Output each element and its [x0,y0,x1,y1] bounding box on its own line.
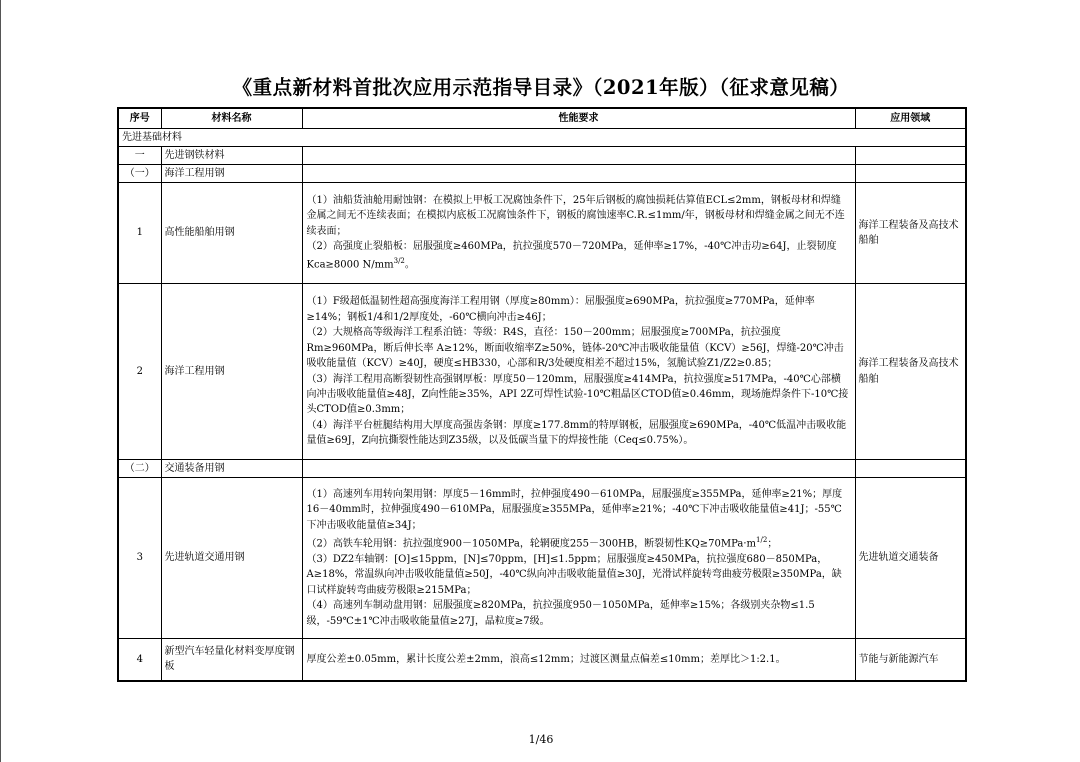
header-requirements: 性能要求 [302,108,855,129]
subgroup-row [118,165,966,183]
row-name: 先进轨道交通用钢 [161,478,302,639]
row-no: 1 [118,183,161,284]
table-row [118,639,966,681]
row-name: 新型汽车轻量化材料变厚度钢板 [161,639,302,681]
requirement-item: （4）海洋平台桩腿结构用大厚度高强齿条钢：厚度≥177.8mm的特厚钢板，屈服强度≥690MPa，-40℃低温冲击吸收能量值≥69J，Z向抗撕裂性能达到Z35级，以及低碳当量下的焊接性能（Ceq≤0.75%）。 [306,419,847,447]
page-number: 1/46 [528,733,554,746]
header-no: 序号 [118,108,161,129]
row-field: 节能与新能源汽车 [855,639,966,681]
row-field: 先进轨道交通装备 [855,478,966,639]
requirement-item: （3）DZ2车轴钢：[O]≤15ppm，[N]≤70ppm，[H]≤1.5ppm；屈服强度≥450MPa，抗拉强度680－850MPa，A≥18%，常温纵向冲击吸收能量值≥50J，-40℃纵向冲击吸收能量值≥30J，光滑试样旋转弯曲疲劳极限≥350MPa，缺口试样旋转弯曲疲劳极限≥215MPa； [306,553,842,596]
row-no: 2 [118,284,161,460]
requirement-item: （2）高强度止裂船板：屈服强度≥460MPa，抗拉强度570－720MPa，延伸率≥17%，-40℃冲击功≥64J，止裂韧度Kca≥8000 $N/mm^{3/2}$。 [306,241,837,271]
category-label: 先进基础材料 [118,129,966,147]
table-row [118,183,966,284]
subgroup-no: （一） [118,165,161,183]
category-row [118,129,966,147]
row-requirements [302,478,855,639]
requirement-item: （1）油船货油舱用耐蚀钢：在模拟上甲板工况腐蚀条件下，25年后钢板的腐蚀损耗估算值ECL≤2mm，钢板母材和焊缝金属之间无不连续表面；在模拟内底板工况腐蚀条件下，钢板的腐蚀速率C.R.≤1mm/年，钢板母材和焊缝金属之间无不连续表面； [306,194,845,237]
group-name: 先进钢铁材料 [161,147,302,165]
subgroup-row [118,460,966,478]
table-row [118,478,966,639]
requirement-item: 厚度公差±0.05mm，累计长度公差±2mm，浪高≤12mm；过渡区测量点偏差≤10mm；差厚比＞1:2.1。 [306,653,786,665]
group-row [118,147,966,165]
row-requirements [302,639,855,681]
subgroup-name: 交通装备用钢 [161,460,302,478]
requirement-item: （2）高铁车轮用钢：抗拉强度900－1050MPa，轮辋硬度255－300HB，断裂韧性$KQ\ge 70MPa\cdot m^{1/2}$； [306,536,778,550]
requirement-item: （2）大规格高等级海洋工程系泊链：等级：R4S，直径：150－200mm；屈服强度≥700MPa，抗拉强度 Rm≥960MPa，断后伸长率 A≥12%，断面收缩率Z≥50%，链体-20℃冲击吸收能量值（KCV）≥56J，焊缝-20℃冲击吸收能量值（KCV）≥40J，硬度≤HB330，心部和R/3处硬度相差不超过15%，氢脆试验Z1/Z2≥0.85； [306,327,844,370]
header-name: 材料名称 [161,108,302,129]
subgroup-no: （二） [118,460,161,478]
row-requirements [302,284,855,460]
requirement-item: （4）高速列车制动盘用钢：屈服强度≥820MPa，抗拉强度950－1050MPa，延伸率≥15%；各级别夹杂物≤1.5级，-59℃±1℃冲击吸收能量值≥27J，晶粒度≥7级。 [306,600,815,627]
table-row [118,284,966,460]
row-field: 海洋工程装备及高技术船舶 [855,183,966,284]
row-no: 4 [118,639,161,681]
row-no: 3 [118,478,161,639]
subgroup-name: 海洋工程用钢 [161,165,302,183]
document-title: 《重点新材料首批次应用示范指导目录》（2021年版）（征求意见稿） [232,76,850,99]
header-row [118,108,966,129]
row-field: 海洋工程装备及高技术船舶 [855,284,966,460]
requirement-item: （1）F级超低温韧性超高强度海洋工程用钢（厚度≥80mm）：屈服强度≥690MPa，抗拉强度≥770MPa，延伸率≥14%；钢板1/4和1/2厚度处，-60℃横向冲击≥46J； [306,296,815,323]
materials-table [117,107,967,682]
group-no: 一 [118,147,161,165]
requirement-item: （1）高速列车用转向架用钢：厚度5－16mm时，拉伸强度490－610MPa，屈服强度≥355MPa，延伸率≥21%；厚度16－40mm时，拉伸强度490－610MPa，屈服强度≥355MPa，延伸率≥21%；-40℃下冲击吸收能量值≥41J；-55℃下冲击吸收能量值≥34J； [306,489,843,531]
row-name: 高性能船舶用钢 [161,183,302,284]
header-field: 应用领域 [855,108,966,129]
row-name: 海洋工程用钢 [161,284,302,460]
row-requirements [302,183,855,284]
requirement-item: （3）海洋工程用高断裂韧性高强钢厚板：厚度50－120mm，屈服强度≥414MPa，抗拉强度≥517MPa，-40℃心部横向冲击吸收能量值≥48J，Z向性能≥35%，API 2Z可焊性试验-10℃粗晶区CTOD值≥0.46mm，现场施焊条件下-10℃接头CTOD值≥0.3mm； [306,373,849,416]
